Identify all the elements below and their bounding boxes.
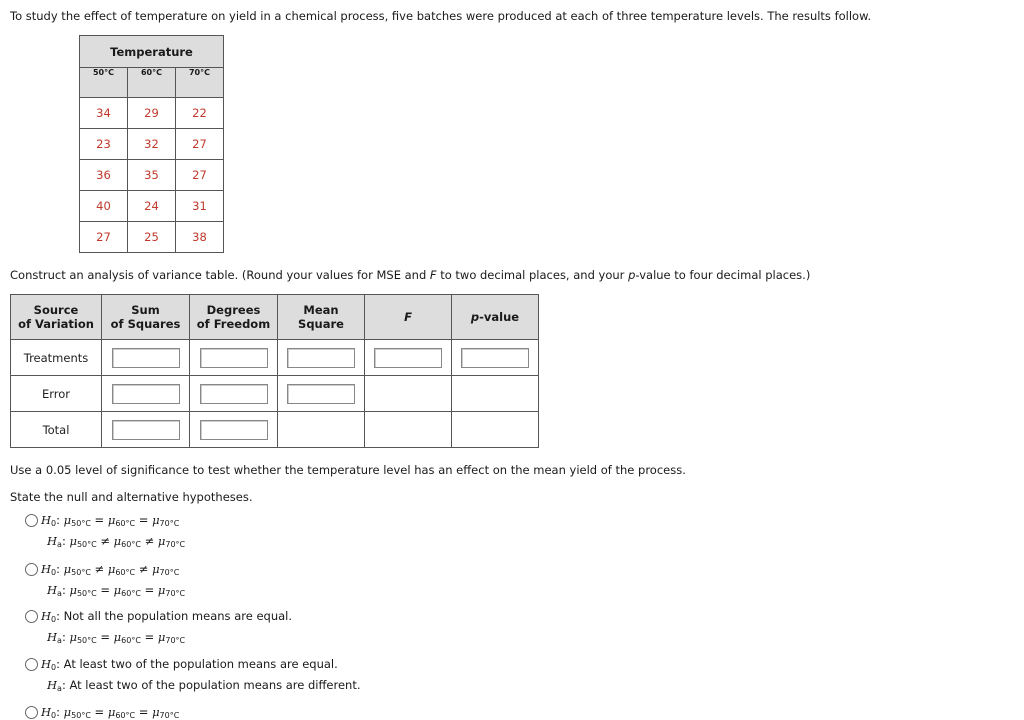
subscript: 70°C [165, 636, 186, 645]
instruction-p: p [628, 268, 636, 282]
colon: : [61, 534, 66, 548]
cell: 29 [128, 98, 176, 129]
mu-symbol: μ [63, 705, 72, 719]
table-row [11, 376, 539, 412]
option-1-h0 [41, 513, 179, 528]
h-symbol: H [41, 513, 52, 527]
cell: 27 [176, 160, 224, 191]
subscript: 0 [51, 615, 57, 624]
row-label-error: Error [11, 376, 102, 412]
header-f [365, 295, 452, 340]
cell: 24 [128, 191, 176, 222]
header-text: Source [33, 303, 79, 317]
total-df-input[interactable] [200, 420, 268, 440]
header-source [11, 295, 102, 340]
cell: 23 [80, 129, 128, 160]
cell [102, 412, 190, 448]
hypothesis-text: At least two of the population means are different. [65, 678, 361, 692]
instruction-text: to two decimal places, and your [436, 268, 629, 282]
mu-symbol: μ [107, 562, 116, 576]
cell [278, 340, 365, 376]
cell [190, 412, 278, 448]
operator: ≠ [90, 562, 108, 576]
mu-symbol: μ [113, 630, 122, 644]
mu-symbol: μ [107, 513, 116, 527]
header-text: Degrees [206, 303, 261, 317]
radio-button[interactable] [25, 563, 38, 576]
cell: 38 [176, 222, 224, 253]
problem-intro: To study the effect of temperature on yield in a chemical process, five batches were produced at each of three temperature levels. The results follow. [10, 9, 872, 23]
subscript: a [57, 684, 62, 693]
colon: : [61, 678, 66, 692]
table-row [11, 412, 539, 448]
operator: ≠ [135, 562, 153, 576]
table-row [80, 160, 224, 191]
table-row [80, 222, 224, 253]
colon: : [61, 630, 66, 644]
subscript: 50°C [71, 519, 91, 528]
operator: = [140, 583, 158, 597]
hypothesis-text: At least two of the population means are equal. [60, 657, 338, 671]
header-text: Square [298, 317, 344, 331]
cell [452, 412, 539, 448]
header-text: F [404, 310, 412, 324]
header-text: -value [479, 310, 520, 324]
header-sum-squares [102, 295, 190, 340]
mu-symbol: μ [152, 513, 160, 527]
option-3-ha [47, 630, 185, 645]
cell: 35 [128, 160, 176, 191]
subscript: 70°C [159, 519, 180, 528]
header-text: of Freedom [196, 317, 271, 331]
subscript: 70°C [165, 540, 186, 549]
subscript: a [57, 589, 62, 598]
cell: 27 [80, 222, 128, 253]
option-3-h0 [41, 609, 292, 624]
mu-symbol: μ [63, 513, 72, 527]
h-symbol: H [47, 534, 58, 548]
table-row [11, 340, 539, 376]
subscript: 60°C [115, 711, 136, 720]
radio-button[interactable] [25, 610, 38, 623]
subscript: 70°C [159, 711, 180, 720]
cell [102, 376, 190, 412]
temperature-table [79, 35, 224, 253]
operator: = [140, 630, 158, 644]
mu-symbol: μ [113, 534, 122, 548]
hypothesis-text: Not all the population means are equal. [60, 609, 293, 623]
cell: 22 [176, 98, 224, 129]
h-symbol: H [47, 630, 58, 644]
cell: 36 [80, 160, 128, 191]
subscript: 60°C [121, 589, 141, 598]
subscript: 50°C [76, 540, 97, 549]
mu-symbol: μ [63, 562, 72, 576]
subscript: 0 [51, 568, 57, 577]
f-input[interactable] [374, 348, 442, 368]
header-mean-square [278, 295, 365, 340]
operator: = [90, 705, 108, 719]
mu-symbol: μ [113, 583, 122, 597]
cell: 25 [128, 222, 176, 253]
mu-symbol: μ [107, 705, 116, 719]
option-5-h0 [41, 705, 179, 720]
treatments-ms-input[interactable] [287, 348, 355, 368]
option-2-h0 [41, 562, 179, 577]
instruction-f: F [429, 268, 437, 282]
cell [365, 412, 452, 448]
error-df-input[interactable] [200, 384, 268, 404]
colon: : [61, 583, 66, 597]
row-label-treatments: Treatments [11, 340, 102, 376]
operator: = [135, 513, 153, 527]
subscript: 50°C [76, 589, 97, 598]
radio-button[interactable] [25, 514, 38, 527]
cell [102, 340, 190, 376]
subscript: 60°C [121, 540, 141, 549]
mu-symbol: μ [69, 630, 77, 644]
instruction-text: Construct an analysis of variance table. (Round your values for MSE and [10, 268, 430, 282]
table-row [80, 129, 224, 160]
h-symbol: H [41, 657, 52, 671]
colon: : [56, 705, 60, 719]
colon: : [56, 657, 60, 671]
subscript: 50°C [76, 636, 97, 645]
header-text: of Squares [110, 317, 181, 331]
cell: 31 [176, 191, 224, 222]
mu-symbol: μ [69, 583, 77, 597]
mu-symbol: μ [152, 562, 160, 576]
option-1-ha [47, 534, 185, 549]
h-symbol: H [41, 562, 52, 576]
h-symbol: H [41, 609, 52, 623]
radio-button[interactable] [25, 658, 38, 671]
error-ss-input[interactable] [112, 384, 180, 404]
subscript: 0 [51, 519, 57, 528]
cell [365, 340, 452, 376]
col-header-50: 50°C [80, 68, 128, 98]
operator: ≠ [140, 534, 158, 548]
error-ms-input[interactable] [287, 384, 355, 404]
subscript: 0 [51, 663, 57, 672]
operator: = [135, 705, 153, 719]
operator: = [90, 513, 108, 527]
cell [365, 376, 452, 412]
mu-symbol: μ [152, 705, 160, 719]
cell: 40 [80, 191, 128, 222]
cell [190, 340, 278, 376]
operator: ≠ [96, 534, 114, 548]
cell [452, 340, 539, 376]
subscript: 70°C [165, 589, 186, 598]
total-ss-input[interactable] [112, 420, 180, 440]
colon: : [56, 513, 60, 527]
colon: : [56, 562, 60, 576]
mu-symbol: μ [157, 583, 166, 597]
mu-symbol: μ [157, 630, 166, 644]
header-p-value [452, 295, 539, 340]
option-4-h0 [41, 657, 338, 672]
subscript: 60°C [121, 636, 141, 645]
row-label-total: Total [11, 412, 102, 448]
subscript: 0 [51, 711, 57, 720]
table-row [80, 98, 224, 129]
option-4-ha [47, 678, 361, 693]
header-text: of Variation [18, 317, 94, 331]
header-text: Sum [131, 303, 160, 317]
instruction-text: -value to four decimal places.) [635, 268, 811, 282]
h-symbol: H [41, 705, 52, 719]
p-value-input[interactable] [461, 348, 529, 368]
cell: 27 [176, 129, 224, 160]
header-text: p [470, 310, 480, 324]
construct-instruction [10, 268, 810, 282]
h-symbol: H [47, 583, 58, 597]
operator: = [96, 630, 114, 644]
header-degrees-freedom [190, 295, 278, 340]
temperature-header: Temperature [80, 36, 224, 68]
treatments-ss-input[interactable] [112, 348, 180, 368]
subscript: a [57, 636, 62, 645]
mu-symbol: μ [69, 534, 77, 548]
operator: = [96, 583, 114, 597]
cell [278, 376, 365, 412]
subscript: 50°C [71, 711, 91, 720]
cell: 32 [128, 129, 176, 160]
header-text: Mean [303, 303, 339, 317]
cell [278, 412, 365, 448]
table-row [80, 191, 224, 222]
h-symbol: H [47, 678, 58, 692]
subscript: a [57, 540, 62, 549]
subscript: 70°C [159, 568, 180, 577]
anova-table [10, 294, 539, 448]
subscript: 60°C [115, 519, 136, 528]
mu-symbol: μ [157, 534, 166, 548]
cell [452, 376, 539, 412]
option-2-ha [47, 583, 185, 598]
col-header-70: 70°C [176, 68, 224, 98]
radio-button[interactable] [25, 706, 38, 719]
cell: 34 [80, 98, 128, 129]
hypotheses-prompt: State the null and alternative hypotheses. [10, 490, 253, 504]
subscript: 60°C [115, 568, 136, 577]
cell [190, 376, 278, 412]
col-header-60: 60°C [128, 68, 176, 98]
subscript: 50°C [71, 568, 91, 577]
treatments-df-input[interactable] [200, 348, 268, 368]
significance-question: Use a 0.05 level of significance to test whether the temperature level has an effect on the mean yield of the process. [10, 463, 686, 477]
colon: : [56, 609, 60, 623]
